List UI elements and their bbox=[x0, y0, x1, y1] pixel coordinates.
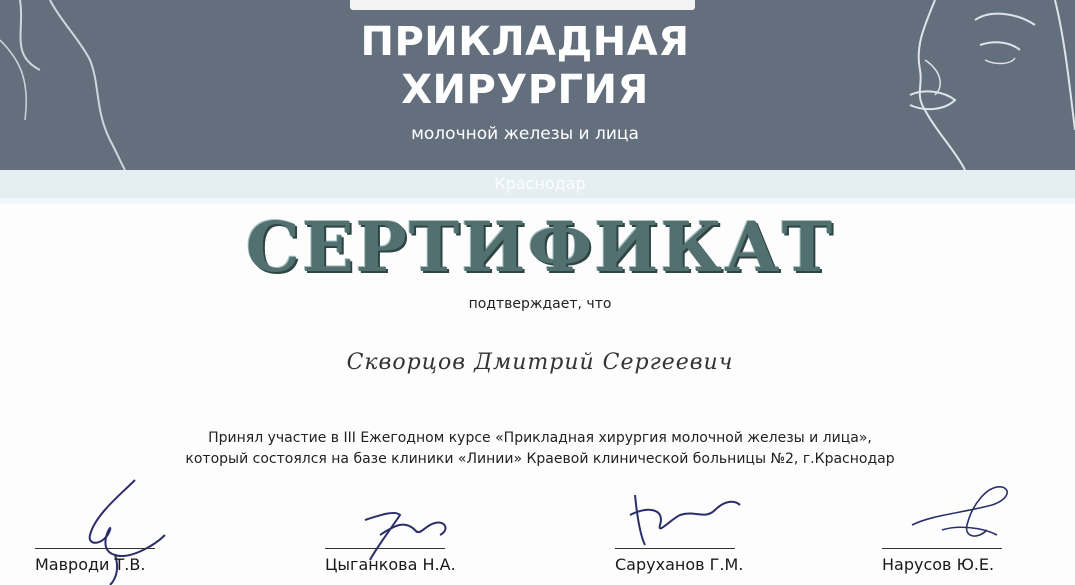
certificate-heading: СЕРТИФИКАТ bbox=[245, 208, 835, 288]
face-outline-illustration bbox=[895, 0, 1075, 170]
signature-line bbox=[882, 548, 1002, 549]
signature-block-1 bbox=[35, 475, 235, 585]
signature-line bbox=[615, 548, 735, 549]
signature-block-4 bbox=[882, 475, 1075, 585]
course-title bbox=[300, 18, 750, 114]
city-label: Краснодар bbox=[494, 174, 586, 193]
signature-block-2 bbox=[325, 475, 525, 585]
signatory-name: Саруханов Г.М. bbox=[615, 555, 744, 574]
signature-line bbox=[325, 548, 445, 549]
body-line-2: который состоялся на базе клиники «Линии» Краевой клинической больницы №2, г.Краснодар bbox=[185, 451, 895, 467]
signatory-name: Нарусов Ю.Е. bbox=[882, 555, 995, 574]
body-outline-illustration bbox=[0, 0, 140, 170]
course-title-line2: ХИРУРГИЯ bbox=[401, 67, 649, 113]
recipient-name: Скворцов Дмитрий Сергеевич bbox=[346, 350, 734, 375]
signatory-name: Мавроди Т.В. bbox=[35, 555, 146, 574]
certificate-body bbox=[100, 428, 980, 470]
signature-line bbox=[35, 548, 155, 549]
course-title-line1: ПРИКЛАДНАЯ bbox=[360, 19, 690, 65]
top-tab bbox=[350, 0, 695, 10]
strip-fade bbox=[0, 198, 1075, 204]
confirms-text: подтверждает, что bbox=[468, 296, 612, 312]
body-line-1: Принял участие в III Ежегодном курсе «Прикладная хирургия молочной железы и лица», bbox=[208, 430, 872, 446]
signatory-name: Цыганкова Н.А. bbox=[325, 555, 456, 574]
header-banner bbox=[0, 0, 1075, 170]
signature-block-3 bbox=[615, 475, 815, 585]
course-subtitle: молочной железы и лица bbox=[411, 124, 639, 144]
